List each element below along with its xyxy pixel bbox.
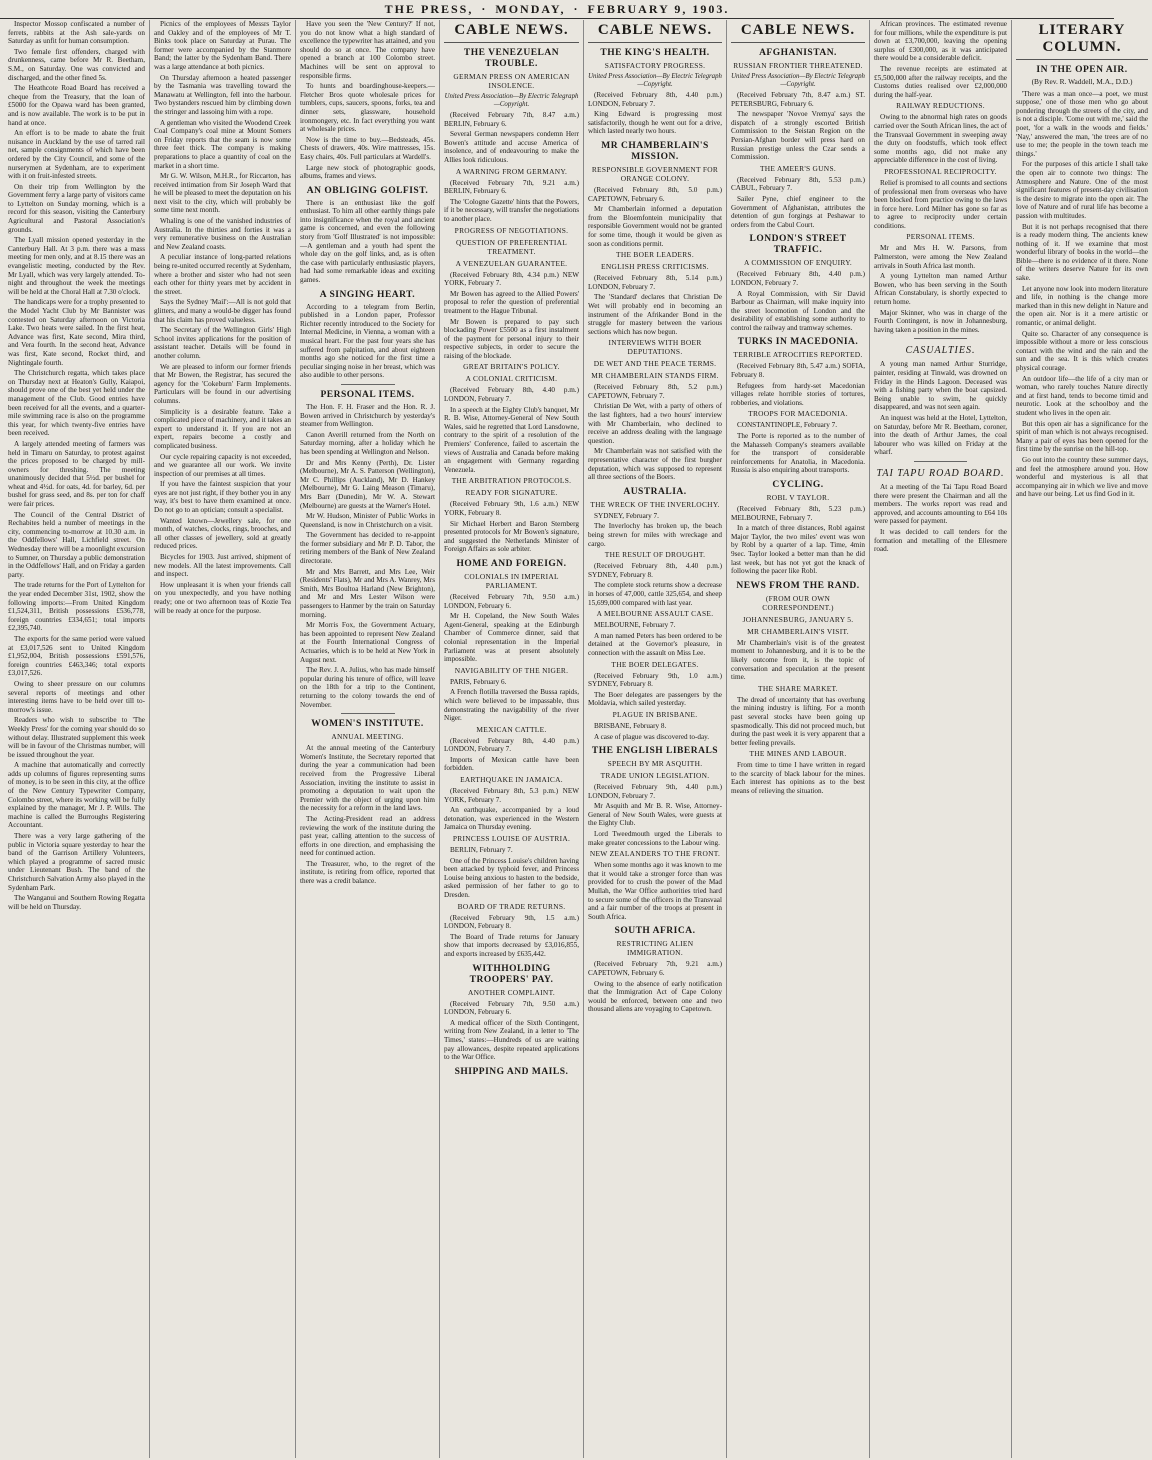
subheading-ready: READY FOR SIGNATURE.: [465, 488, 558, 498]
article-paragraph: CONSTANTINOPLE, February 7.: [737, 421, 838, 430]
article-paragraph: At the annual meeting of the Canterbury Women's Institute, the Secretary reported that during the year a communication had been received from the Progressive Liberal Association, inviting the institute to assist in promoting a deputation to wait upon the Premier with the object of urging upon him the necessity for a reform in the land laws.: [300, 744, 435, 813]
article-paragraph: The Board of Trade returns for January show that imports decreased by £3,016,855, and exports increased by £635,442.: [444, 932, 579, 958]
article-paragraph: (Received February 8th, 5.14 p.m.) LONDON, February 7.: [588, 274, 722, 291]
article-paragraph: A young Lyttelton man named Arthur Bowen, who has been serving in the South African Constabulary, is shortly expected to return home.: [874, 272, 1007, 307]
section-heading-golfist: AN OBLIGING GOLFIST.: [306, 185, 429, 196]
article-paragraph: (Received February 8th, 5.0 p.m.) CAPETOWN, February 6.: [588, 185, 722, 203]
subheading-drought: THE RESULT OF DROUGHT.: [604, 550, 706, 560]
subheading-nz-front: NEW ZEALANDERS TO THE FRONT.: [589, 849, 721, 859]
subheading-robl: ROBL V TAYLOR.: [766, 493, 830, 502]
section-heading-south-africa: SOUTH AFRICA.: [614, 926, 696, 937]
article-paragraph: But this open air has a significance for the spirit of man which is not always recognised. Many a pair of eyes has been opened for the first time by the sunrise on the hill-top.: [1016, 419, 1148, 454]
section-heading-chamberlain: MR CHAMBERLAIN'S MISSION.: [601, 140, 709, 162]
masthead-day: MONDAY,: [495, 1, 566, 16]
article-paragraph: Whaling is one of the vanished industries of Australia. In the thirties and forties it was a very remunerative business on the Australian and New Zealand coasts.: [154, 217, 291, 251]
section-heading-london-traffic: LONDON'S STREET TRAFFIC.: [749, 234, 847, 256]
section-heading-home-foreign: HOME AND FOREIGN.: [456, 558, 567, 569]
article-paragraph: The 'Cologne Gazette' hints that the Powers, if it be necessary, will transfer the negotiations to another place.: [444, 197, 579, 223]
subheading-speech: SPEECH BY MR ASQUITH.: [607, 759, 703, 769]
section-heading-open-air: IN THE OPEN AIR.: [1036, 65, 1128, 75]
subheading-assault: A MELBOURNE ASSAULT CASE.: [596, 609, 714, 619]
article-paragraph: SYDNEY, February 7.: [594, 511, 659, 520]
article-paragraph: Mr and Mrs H. W. Parsons, from Palmerston, were among the New Zealand arrivals in South Africa last month.: [874, 244, 1007, 270]
column-8: [1012, 20, 1152, 1458]
article-paragraph: The Christchurch regatta, which takes place on Thursday next at Heaton's Gully, Kaiapoi, should prove one of the best yet held under the management of the Club. Good entries have been received for all the events, and a quarter-mile swimming race is also on the programme this year, for which twenty-five entries have been received.: [8, 369, 145, 438]
article-paragraph: Says the Sydney 'Mail':—All is not gold that glitters, and many a would-be digger has found that his claim has proved valueless.: [154, 298, 291, 324]
article-paragraph: In a speech at the Eighty Club's banquet, Mr R. B. Wise, Attorney-General of New South Wales, said he regretted that Lord Lansdowne, contrary to the spirit of a resolution of the Premiers' Conference, failed to ascertain the views of Australia and Canada before making an engagement with Germany regarding Venezuela.: [444, 405, 579, 474]
article-paragraph: On Thursday afternoon a heated passenger by the Tasmania was travelling toward the Manawatu at Wellington, fell into the harbour. Two bystanders rescued him by climbing down the stringer and lassoing him with a rope.: [154, 73, 291, 116]
subheading-colonial-criticism: A COLONIAL CRITICISM.: [465, 374, 558, 384]
column-2: [150, 20, 296, 1458]
article-paragraph: The complete stock returns show a decrease in horses of 47,000, cattle 325,654, and sheep 15,699,000 compared with last year.: [588, 581, 722, 607]
subheading-colonials: COLONIALS IN IMPERIAL PARLIAMENT.: [464, 571, 559, 590]
subheading-warning: A WARNING FROM GERMANY.: [455, 166, 568, 176]
article-paragraph: (Received February 8th, 4.34 p.m.) NEW YORK, February 7.: [444, 270, 579, 288]
subheading-english-press: ENGLISH PRESS CRITICISMS.: [601, 262, 709, 272]
article-paragraph: Mr Chamberlain was not satisfied with the representative character of the first burgher deputation, which was supposed to represent all three sections of the Boers.: [588, 447, 722, 482]
article-paragraph: Mr Morris Fox, the Government Actuary, has been appointed to represent New Zealand at the Fourth International Congress of Actuaries, which is to be held at New York in August next.: [300, 621, 435, 664]
article-paragraph: The trade returns for the Port of Lyttelton for the year ended December 31st, 1902, show the following imports:—From United Kingdom £1,524,311, British possessions £536,778, foreign countries £334,651; total imports £2,395,740.: [8, 581, 145, 633]
divider: [914, 338, 967, 339]
subheading-arbitration: THE ARBITRATION PROTOCOLS.: [451, 476, 572, 486]
article-paragraph: Picnics of the employees of Messrs Taylor and Oakley and of the employees of Mr T. Binks took place on Saturday at Purau. The former were accompanied by the Stanmore Band; the latter by the Sydenham Band. There was a large attendance at both picnics.: [154, 20, 291, 71]
article-paragraph: The exports for the same period were valued at £3,017,526 sent to United Kingdom £1,952,004, British possessions £591,576, foreign countries £463,346; total exports £3,017,526.: [8, 634, 145, 678]
article-paragraph: If you have the faintest suspicion that your eyes are not just right, if they bother you in any way, it's best to have them examined at once. Do not go to an optician; consult a specialist.: [154, 480, 291, 515]
article-paragraph: When some months ago it was known to me that it would take a stronger force than was provided for to crush the power of the Mad Mullah, the War Office authorities tried hard to secure some of the officers in the Transvaal and a fair number of the troops at present in South Africa.: [588, 861, 722, 921]
article-paragraph: Mr W. Hudson, Minister of Public Works in Queensland, is now in Christchurch on a visit.: [300, 512, 435, 529]
article-paragraph: But it is not perhaps recognised that there is a ready modern thing. The ancients knew nothing of it. If we examine that most wonderful library of books in the world—the Bible—there is no evidence of it there. None of the writers deserve Nature for its own sake.: [1016, 222, 1148, 283]
subheading-board-trade: BOARD OF TRADE RETURNS.: [457, 901, 566, 911]
section-heading-tai-tapu: TAI TAPU ROAD BOARD.: [876, 467, 1005, 479]
article-paragraph: Owing to the abnormal high rates on goods carried over the South African lines, the act of the Transvaal Government in sweeping away the duty on foodstuffs, which took effect some months ago, did not make any appreciable difference in the cost of living.: [874, 113, 1007, 165]
subheading-jamaica: EARTHQUAKE IN JAMAICA.: [460, 775, 563, 785]
section-heading-womens: WOMEN'S INSTITUTE.: [311, 719, 424, 730]
article-paragraph: There was a very large gathering of the public in Victoria square yesterday to hear the band of the Garrison Artillery Volunteers, which played a programme of sacred music under Lieutenant Bush. The band of the Christchurch Salvation Army also played in the Sydenham Park.: [8, 832, 145, 892]
column-3: [296, 20, 440, 1458]
columns: [4, 20, 1148, 1458]
article-paragraph: The revenue receipts are estimated at £5,500,000 after the railway receipts, and the Customs duties realised over £2,000,000 during the half-year.: [874, 64, 1007, 99]
article-paragraph: The 'Standard' declares that Christian De Wet will probably end in becoming an instrument of the Afrikander Bond in the struggle for mastery between the various sections which has now begun.: [588, 293, 722, 336]
article-paragraph: A gentleman who visited the Woodend Creek Coal Company's coal mine at Mount Somers on Friday reports that the seam is now some three feet thick. The company is making preparations to place a quantity of coal on the market in a short time.: [154, 118, 291, 170]
article-paragraph: Christian De Wet, with a party of others of the last fighters, had a two hours' interview with Mr Chamberlain, who declined to receive an address dealing with the language question.: [588, 402, 722, 445]
section-heading-shipping: SHIPPING AND MAILS.: [454, 1066, 569, 1077]
article-paragraph: (Received February 8th, 5.2 p.m.) CAPETOWN, February 7.: [588, 383, 722, 400]
article-paragraph: In a match of three distances, Robl against Major Taylor, the two miles' event was won by Robl by a quarter of a lap. Time, 4min 9sec. Taylor looked a better man than he did last week, but has not yet got the knack of following the pacer like Robl.: [731, 524, 865, 576]
article-paragraph: Large new stock of photographic goods, albums, frames and views.: [300, 163, 435, 181]
masthead-paper: THE PRESS,: [384, 1, 474, 16]
subheading-complaint: ANOTHER COMPLAINT.: [468, 987, 555, 997]
byline: (By Rev. R. Waddell, M.A., D.D.): [1031, 77, 1133, 86]
article-paragraph: Owing to sheer pressure on our columns several reports of meetings and other interesting items have to be held over till to-morrow's issue.: [8, 679, 145, 714]
masthead-separator: ·: [573, 1, 580, 16]
article-paragraph: On their trip from Wellington by the Government ferry a large party of visitors came to Lyttelton on Sunday morning, which is a record for this season, visiting the Canterbury Agricultural and Pastoral Association's grounds.: [8, 182, 145, 234]
article-paragraph: Readers who wish to subscribe to 'The Weekly Press' for the coming year should do so without delay. Illustrated supplement this week will be in favour of the Christmas number, will be issued throughout the year.: [8, 716, 145, 759]
section-heading-cycling: CYCLING.: [772, 480, 824, 490]
wire-credit: United Press Association—By Electric Telegraph—Copyright.: [444, 93, 579, 108]
column-1: [4, 20, 150, 1458]
cable-news-heading: CABLE NEWS.: [731, 22, 865, 43]
article-paragraph: African provinces. The estimated revenue for four millions, while the expenditure is put down at £3,700,000, leaving the opening surplus of £300,000, as it was anticipated there would be a considerable deficit.: [874, 20, 1007, 63]
article-paragraph: The handicaps were for a trophy presented to the Model Yacht Club by Mr Bannister was contested on Saturday afternoon on Victoria Lake. Two heats were sailed. In the first heat, Advance was first, Kate second, Mira third, and Vera fourth. In the second heat, Advance was first, Kate second, Rocket third, and Nightingale fourth.: [8, 298, 145, 367]
section-heading-rand: NEWS FROM THE RAND.: [736, 580, 860, 591]
article-paragraph: (Received February 8th, 4.40 p.m.) LONDON, February 7.: [444, 736, 579, 754]
subheading-progress: PROGRESS OF NEGOTIATIONS.: [454, 225, 569, 235]
article-paragraph: To hunts and boardinghouse-keepers.—Fletcher Bros quote wholesale prices for tumblers, cups, saucers, spoons, forks, tea and dinner sets, glassware, household ironmongery, etc. In fact everything you want at wholesale prices.: [300, 82, 435, 134]
subheading-dewet: DE WET AND THE PEACE TERMS.: [593, 359, 717, 369]
subheading-mines-labour: THE MINES AND LABOUR.: [749, 749, 847, 759]
subheading-satisfactory: SATISFACTORY PROGRESS.: [604, 61, 706, 70]
subheading-boer-delegates: THE BOER DELEGATES.: [611, 659, 699, 669]
subheading-personal-items: PERSONAL ITEMS.: [906, 232, 975, 242]
subheading-chamberlain-visit: MR CHAMBERLAIN'S VISIT.: [747, 626, 849, 636]
section-heading-afghanistan: AFGHANISTAN.: [759, 48, 837, 58]
subheading-own-correspondent: (FROM OUR OWN CORRESPONDENT.): [762, 593, 834, 612]
article-paragraph: An outdoor life—the life of a city man or woman, who rarely touches Nature directly and at first hand, tends to become timid and neurotic. Look at the schoolboy and the student who lives in the open air.: [1016, 374, 1148, 417]
article-paragraph: PARIS, February 6.: [450, 677, 507, 686]
article-paragraph: The Acting-President read an address reviewing the work of the institute during the past year, calling attention to the success of efforts in one direction, and emphasising the need for continued action.: [300, 814, 435, 858]
article-paragraph: The Rev. J. A. Julius, who has made himself popular during his tenure of office, will leave on the 18th for a trip to the Continent, returning to the colony towards the end of November.: [300, 666, 435, 709]
column-7: [870, 20, 1012, 1458]
article-paragraph: Mr Chamberlain's visit is of the greatest moment to Johannesburg, and it is to be the likely outcome from it, is the topic of conversation and speculation at the present time.: [731, 638, 865, 682]
subheading-guarantee: A VENEZUELAN GUARANTEE.: [455, 258, 568, 268]
article-paragraph: One of the Princess Louise's children having been attacked by typhoid fever, and Princess Louise being anxious to hasten to the bedside, asked permission of her father to go to Dresden.: [444, 856, 579, 899]
article-paragraph: Our cycle repairing capacity is not exceeded, and we guarantee all our work. We invite inspection of our premises at all times.: [154, 452, 291, 478]
subheading-mexican: MEXICAN CATTLE.: [476, 724, 547, 734]
divider: [341, 384, 395, 385]
subheading-responsible: RESPONSIBLE GOVERNMENT FOR ORANGE COLONY.: [591, 164, 719, 183]
article-paragraph: (Received February 7th, 8.47 a.m.) ST. PETERSBURG, February 6.: [731, 91, 865, 108]
article-paragraph: An inquest was held at the Hotel, Lyttelton, on Saturday, before Mr R. Beetham, coroner, into the death of Arthur James, the coal labourer who was killed on Friday at the wharf.: [874, 413, 1007, 457]
article-paragraph: We are pleased to inform our former friends that Mr Bowen, the Registrar, has secured the agency for the 'Cokeburn' Farm Implements. Particulars will be found in our advertising columns.: [154, 362, 291, 405]
article-paragraph: There is an enthusiast like the golf enthusiast. To him all other earthly things pale into insignificance when the royal and ancient game is concerned, and even the following story from 'Golf Illustrated' is not impossible:—A gentleman and a youth had spent the whole day on the golf links, and, as is often the case with particularly enthusiastic players, had had some remarkable ideas and exciting games.: [300, 198, 435, 285]
subheading-great-britain: GREAT BRITAIN'S POLICY.: [463, 362, 560, 372]
column-4: [440, 20, 584, 1458]
article-paragraph: (Received February 7th, 8.47 a.m.) BERLIN, February 6.: [444, 111, 579, 128]
article-paragraph: (Received February 8th, 4.40 p.m.) LONDON, February 7.: [588, 91, 722, 108]
article-paragraph: The newspaper 'Novoe Vremya' says the dispatch of a strongly escorted British Commission to the Seistan Region on the Persian-Afghan border will press hard on Russian prestige unless the Czar sends a Commission.: [731, 110, 865, 162]
article-paragraph: The Treasurer, who, to the regret of the institute, is retiring from office, reported that there was a credit balance.: [300, 859, 435, 886]
article-paragraph: The Council of the Central District of Rechabites held a number of meetings in the city, commencing to-morrow at 10.30 a.m. in the Oddfellows' Hall, Lichfield street. On Wednesday there will be a moonlight excursion to Sumner, on Thursday a public demonstration in the Oddfellows' Hall, and on Friday a garden party.: [8, 510, 145, 579]
subheading-inverlochy: THE WRECK OF THE INVERLOCHY.: [590, 499, 720, 509]
subheading-german-press: GERMAN PRESS ON AMERICAN INSOLENCE.: [453, 72, 570, 90]
article-paragraph: Canon Averill returned from the North on Saturday morning, after a holiday which he has been spending at Wellington and Nelson.: [300, 430, 435, 456]
article-paragraph: (Received February 8th, 5.23 p.m.) MELBOURNE, February 7.: [731, 505, 865, 522]
article-paragraph: A case of plague was discovered to-day.: [594, 732, 710, 741]
article-paragraph: Mr G. W. Wilson, M.H.R., for Riccarton, has received intimation from Sir Joseph Ward that he will be pleased to meet the deputation on his next visit to the city, which will probably be some time next month.: [154, 172, 291, 215]
article-paragraph: A young man named Arthur Sturridge, painter, residing at Tinwald, was drowned on Friday in the Hinds Lagoon. Deceased was with a fishing party when the boat capsized. Being unable to swim, he quickly disappeared, and was not seen again.: [874, 360, 1007, 412]
divider: [914, 461, 967, 462]
article-paragraph: The Hon. F. H. Fraser and the Hon. R. J. Bowen arrived in Christchurch by yesterday's steamer from Wellington.: [300, 402, 435, 429]
article-paragraph: MELBOURNE, February 7.: [594, 621, 676, 630]
article-paragraph: Now is the time to buy.—Bedsteads, 45s. Chests of drawers, 40s. Wire mattresses, 15s. Easy chairs, 40s. Full particulars at Wardell's.: [300, 135, 435, 161]
subheading-interviews: INTERVIEWS WITH BOER DEPUTATIONS.: [608, 338, 702, 357]
article-paragraph: Two female first offenders, charged with drunkenness, came before Mr R. Beetham, S.M., on Saturday. One was convicted and discharged, and the other fined 5s.: [8, 47, 145, 82]
article-paragraph: Wanted known—Jewellery sale, for one month, of watches, clocks, rings, brooches, and all other classes of jewellery, sold at greatly reduced prices.: [154, 516, 291, 551]
subheading-railway: RAILWAY REDUCTIONS.: [896, 101, 985, 111]
article-paragraph: Several German newspapers condemn Herr Bowen's attitude and accuse America of insolence, and of endeavouring to make the Allies look ridiculous.: [444, 130, 579, 164]
subheading-ameers: THE AMEER'S GUNS.: [759, 163, 837, 173]
subheading-reciprocity: PROFESSIONAL RECIPROCITY.: [884, 166, 997, 176]
article-paragraph: Sailer Pyne, chief engineer to the Government of Afghanistan, attributes the detention of gun forgings at Peshawar to orders from the Cabul Court.: [731, 194, 865, 229]
article-paragraph: For the purposes of this article I shall take the open air to connote two things: The Atmosphere and Nature. One of the most significant features of present-day civilisation is the desire to migrate into the open air. The love of Nature and of rural life has become a passion with multitudes.: [1016, 160, 1148, 220]
article-paragraph: Sir Michael Herbert and Baron Sternberg presented protocols for Mr Bowen's signature, and suggested the Netherlands Minister of Foreign Affairs as sole arbiter.: [444, 519, 579, 554]
section-heading-kings-health: THE KING'S HEALTH.: [600, 48, 710, 58]
article-paragraph: (Received February 9th, 4.40 p.m.) LONDON, February 7.: [588, 783, 722, 800]
article-paragraph: (Received February 8th, 4.40 p.m.) SYDNEY, February 8.: [588, 562, 722, 579]
article-paragraph: Go out into the country these summer days, and feel the atmosphere around you. How wonderful and mysterious is all that accompanying air in which we live and move and have our being. Let us find God in it.: [1016, 455, 1148, 499]
subheading-atrocities: TERRIBLE ATROCITIES REPORTED.: [733, 350, 863, 360]
article-paragraph: A man named Peters has been ordered to be detained at the Governor's pleasure, in connection with the assault on Miss Lee.: [588, 631, 722, 657]
article-paragraph: Mr Bowen is prepared to pay such blockading Power £5500 as a first instalment of the payment for personal injury to their respective subjects, in order to secure the raising of the blockade.: [444, 317, 579, 360]
section-heading-singing: A SINGING HEART.: [319, 289, 416, 300]
article-paragraph: Dr and Mrs Kenny (Perth), Dr. Lister (Melbourne), Mr A. S. Patterson (Wellington), Mr C. Phillips (Auckland), Mr D. Hankey (Melbourne), Mr G. Laing Meason (Timaru), Mrs Barr (Dunedin), Mr W. A. Stewart (Melbourne) are guests at the Warner's Hotel.: [300, 458, 435, 510]
column-6: [727, 20, 870, 1458]
subheading-preferential: QUESTION OF PREFERENTIAL TREATMENT.: [455, 237, 568, 256]
article-paragraph: The Government has decided to re-appoint the former subsidiary and Mr P. D. Tabor, the retiring members of the Bank of New Zealand directorate.: [300, 531, 435, 566]
wire-credit: United Press Association—By Electric Telegraph—Copyright.: [731, 73, 865, 88]
column-5: [584, 20, 727, 1458]
wire-credit: United Press Association—By Electric Telegraph—Copyright.: [588, 73, 722, 88]
subheading-frontier: RUSSIAN FRONTIER THREATENED.: [733, 61, 863, 70]
article-paragraph: The Porte is reported as to the number of the Mahasseh Company's steamers available for the transport of considerable reinforcements for Anatolia, in Macedonia. Russia is also enquiring about transports.: [731, 432, 865, 475]
article-paragraph: A medical officer of the Sixth Contingent, writing from New Zealand, in a letter to 'The Times,' states:—Hundreds of us are waiting pay allowances, despite repeated applications to the War Office.: [444, 1018, 579, 1062]
article-paragraph: Have you seen the 'New Century?' If not, you do not know what a high standard of excellence the typewriter has attained, and you should do so at once. The company have opened a branch at 100 Colombo street. Machines will be sent on approval to responsible firms.: [300, 20, 435, 80]
subheading-boer-leaders: THE BOER LEADERS.: [616, 250, 694, 260]
article-paragraph: The Inverlochy has broken up, the beach being strewn for miles with wreckage and cargo.: [588, 522, 722, 548]
masthead-date: FEBRUARY 9, 1903.: [587, 1, 730, 16]
article-paragraph: Simplicity is a desirable feature. Take a complicated piece of machinery, and it takes an expert to understand it. If you are not an expert, repairs become a costly and complicated business.: [154, 407, 291, 450]
article-paragraph: Owing to the absence of early notification that the Immigration Act of Cape Colony would be enforced, between one and two thousand aliens are voyaging to Capetown.: [588, 979, 722, 1014]
article-paragraph: (Received February 9th, 1.5 a.m.) LONDON, February 8.: [444, 913, 579, 931]
article-paragraph: (Received February 7th, 9.50 a.m.) LONDON, February 6.: [444, 999, 579, 1017]
subheading-princess: PRINCESS LOUISE OF AUSTRIA.: [452, 834, 571, 844]
article-paragraph: The Heathcote Road Board has received a cheque from the Treasury, that the loan of £5000 for the Opawa ward has been granted, and is now available. The work is to be put in hand at once.: [8, 84, 145, 127]
article-paragraph: Mr Asquith and Mr B. R. Wise, Attorney-General of New South Wales, were guests at the Eighty Club.: [588, 802, 722, 828]
subheading-womens: ANNUAL MEETING.: [331, 732, 404, 742]
subheading-stands: MR CHAMBERLAIN STANDS FIRM.: [591, 371, 719, 381]
divider: [341, 713, 395, 714]
article-paragraph: From time to time I have written in regard to the scarcity of black labour for the mines. Each interest has opinions as to the best means of relieving the situation.: [731, 761, 865, 796]
section-heading-personal: PERSONAL ITEMS.: [320, 389, 415, 400]
article-paragraph: A machine that automatically and correctly adds up columns of figures representing sums of money, is to be seen in this city, at the office of the New Century Typewriter Company, Colombo street, where its working will be fully explained by the manager, Mr J. P. Wills. The machine is called the Burroughs Registering Accountant.: [8, 761, 145, 830]
subheading-troops: TROOPS FOR MACEDONIA.: [748, 409, 848, 419]
article-paragraph: At a meeting of the Tai Tapu Road Board there were present the Chairman and all the members. The works report was read and approved, and accounts amounting to £64 10s were passed for payment.: [874, 482, 1007, 526]
section-heading-australia: AUSTRALIA.: [623, 486, 687, 497]
article-paragraph: (Received February 7th, 9.50 a.m.) LONDON, February 6.: [444, 592, 579, 610]
subheading-plague: PLAGUE IN BRISBANE.: [612, 709, 698, 719]
section-heading-casualties: CASUALTIES.: [905, 345, 976, 357]
subheading-restricting: RESTRICTING ALIEN IMMIGRATION.: [616, 939, 694, 958]
article-paragraph: (Received February 8th, 5.53 p.m.) CABUL, February 7.: [731, 175, 865, 193]
article-paragraph: It was decided to call tenders for the formation and metalling of the Ellesmere road.: [874, 527, 1007, 554]
article-paragraph: Inspector Mossop confiscated a number of ferrets, rabbits at the Ash sale-yards on Saturday as unfit for human consumption.: [8, 20, 145, 46]
article-paragraph: Mr and Mrs Barrett, and Mrs Lee, Weir (Residents' Flats), Mr and Mrs A. Wanrey, Mrs Smith, Mrs Boultoa Harland (New Brighton), and Mr and Mrs Lester Wilson were passengers to Hanmer by the train on Saturday morning.: [300, 567, 435, 619]
cable-news-heading: CABLE NEWS.: [444, 22, 579, 43]
article-paragraph: (Received February 8th, 5.47 a.m.) SOFIA, February 8.: [731, 362, 865, 380]
article-paragraph: Mr Bowen has agreed to the Allied Powers' proposal to refer the question of preferential treatment to the Hague Tribunal.: [444, 289, 579, 315]
article-paragraph: An effort is to be made to abate the fruit nuisance in Auckland by the use of tarred rail net, sample consignments of which have been ordered by the City Council, and some of the nurserymen at Sydenham, are to experiment with it on fruit-infested streets.: [8, 129, 145, 181]
article-paragraph: A largely attended meeting of farmers was held in Timaru on Saturday, to protest against the prices proposed to be charged by mill-owners for threshing. The meeting unanimously decided that 5½d. per bushel for wheat and 4½d. for oats, 4d. for barley, 6d. per bushel for grass seed, and 8s. per ton for chaff were fair prices.: [8, 439, 145, 509]
article-paragraph: Mr H. Copeland, the New South Wales Agent-General, speaking at the Edinburgh Chamber of Commerce dinner, said that colonial representation in the Imperial Parliament was at present absolutely impossible.: [444, 612, 579, 664]
article-paragraph: (Received February 8th, 4.40 p.m.) LONDON, February 7.: [731, 270, 865, 287]
article-paragraph: (Received February 9th, 1.6 a.m.) NEW YORK, February 8.: [444, 500, 579, 517]
literary-column-heading: LITERARY COLUMN.: [1016, 22, 1148, 60]
article-paragraph: (Received February 8th, 5.3 p.m.) NEW YORK, February 7.: [444, 787, 579, 804]
article-paragraph: Refugees from hardy-set Macedonian villages relate horrible stories of tortures, robberies, and violations.: [731, 381, 865, 407]
article-paragraph: (Received February 9th, 1.0 a.m.) SYDNEY, February 8.: [588, 671, 722, 689]
article-paragraph: The dread of uncertainty that has overhung the mining industry is lifting. For a month past several stocks have been going up spasmodically. This did not proceed much, but during the past week it is very apparent that a better feeling prevails.: [731, 695, 865, 747]
article-paragraph: Major Skinner, who was in charge of the Fourth Contingent, is now in Johannesburg, having taken a position in the mines.: [874, 308, 1007, 334]
subheading-commission: A COMMISSION OF ENQUIRY.: [743, 258, 853, 268]
article-paragraph: Quite so. Character of any consequence is impossible without a more or less conscious contact with the wind and the rain and the sun and the sea. It is this which creates physical courage.: [1016, 329, 1148, 372]
article-paragraph: BRISBANE, February 8.: [594, 721, 667, 730]
article-paragraph: The Wanganui and Southern Rowing Regatta will be held on Thursday.: [8, 894, 145, 911]
article-paragraph: Bicycles for 1903. Just arrived, shipment of new models. All the latest improvements. Call and inspect.: [154, 553, 291, 579]
masthead: [0, 0, 1114, 19]
section-heading-venezuelan: THE VENEZUELAN TROUBLE.: [463, 48, 560, 69]
article-paragraph: A Royal Commission, with Sir David Barbour as Chairman, will make inquiry into the street locomotion of London and the desirability of establishing some authority to control the railway and tramway schemes.: [731, 289, 865, 332]
article-paragraph: 'There was a man once—a poet, we must suppose,' one of those men who go about pondering through the streets of the city, and is not a disciple. 'Come out with me,' said the poet, 'for a walk in the woods and fields.' 'Nay,' answered the man, 'the trees are of no use to me; the people in the town teach me things.': [1016, 89, 1148, 158]
section-heading-withholding: WITHHOLDING TROOPERS' PAY.: [469, 963, 554, 985]
article-paragraph: King Edward is progressing most satisfactorily, though he went out for a drive, which lasted nearly two hours.: [588, 110, 722, 136]
section-heading-liberals: THE ENGLISH LIBERALS: [591, 746, 719, 757]
article-paragraph: Mr Chamberlain informed a deputation from the Bloemfontein municipality that responsible Government would not be granted for some time, though it would be given as soon as conditions permit.: [588, 205, 722, 248]
article-paragraph: BERLIN, February 7.: [450, 846, 513, 855]
article-paragraph: According to a telegram from Berlin, published in a London paper, Professor Richter recently introduced to the Society for Internal Medicine, in Vienna, a woman with a musical heart. For the past four years she has suffered from palpitation, and about eighteen months ago she noticed for the first time a peculiar singing noise in her breast, which was also audible to other persons.: [300, 302, 435, 380]
masthead-separator: ·: [481, 1, 488, 16]
article-paragraph: An earthquake, accompanied by a loud detonation, was experienced in the Western Jamaica on Thursday evening.: [444, 806, 579, 832]
subheading-share-market: THE SHARE MARKET.: [758, 683, 838, 693]
article-paragraph: Relief is promised to all counts and sections of professional men from overseas who have been blocked from practice owing to the laws in force here. Lord Milner has gone so far as to agree to reciprocity under certain conditions.: [874, 178, 1007, 230]
article-paragraph: (Received February 8th, 4.40 p.m.) LONDON, February 7.: [444, 386, 579, 404]
article-paragraph: The Boer delegates are passengers by the Moldavia, which sailed yesterday.: [588, 690, 722, 708]
rand-dateline: JOHANNESBURG, JANUARY 5.: [742, 614, 854, 624]
article-paragraph: (Received February 7th, 9.21 a.m.) BERLIN, February 6.: [444, 178, 579, 196]
article-paragraph: The Lyall mission opened yesterday in the Canterbury Hall. At 3 p.m. there was a mass meeting for men only, and at 8.15 there was an evangelistic meeting, conducted by the Rev. Mr Lyall, which was very largely attended. To-night and throughout the week the meetings will be held at the Choral Hall at 7.30 o'clock.: [8, 236, 145, 296]
article-paragraph: Imports of Mexican cattle have been forbidden.: [444, 755, 579, 773]
article-paragraph: A French flotilla traversed the Bussa rapids, which were believed to be impassable, thus demonstrating the navigability of the river Niger.: [444, 688, 579, 723]
article-paragraph: Lord Tweedmouth urged the Liberals to make greater concessions to the Labour wing.: [588, 830, 722, 847]
cable-news-heading: CABLE NEWS.: [588, 22, 722, 43]
section-heading-turks: TURKS IN MACEDONIA.: [737, 337, 859, 348]
article-paragraph: A peculiar instance of long-parted relations being re-united occurred recently at Sydenham, where a brother and sister who had not seen each other for thirty years met by accident in the street.: [154, 253, 291, 296]
article-paragraph: How unpleasant it is when your friends call on you unexpectedly, and you have nothing ready; one or two afternoon teas of Kozie Tea will be ready at once for the purpose.: [154, 580, 291, 615]
article-paragraph: (Received February 7th, 9.21 a.m.) CAPETOWN, February 6.: [588, 960, 722, 977]
subheading-trade-union: TRADE UNION LEGISLATION.: [600, 771, 710, 781]
article-paragraph: The Secretary of the Wellington Girls' High School invites applications for the position of assistant teacher. Details will be found in another column.: [154, 326, 291, 360]
subheading-niger: NAVIGABILITY OF THE NIGER.: [454, 665, 569, 675]
article-paragraph: Let anyone now look into modern literature and life, in nothing is the change more marked than in this new delight in Nature and the open air. Nor is it a mere artistic or romantic, or animal delight.: [1016, 284, 1148, 328]
